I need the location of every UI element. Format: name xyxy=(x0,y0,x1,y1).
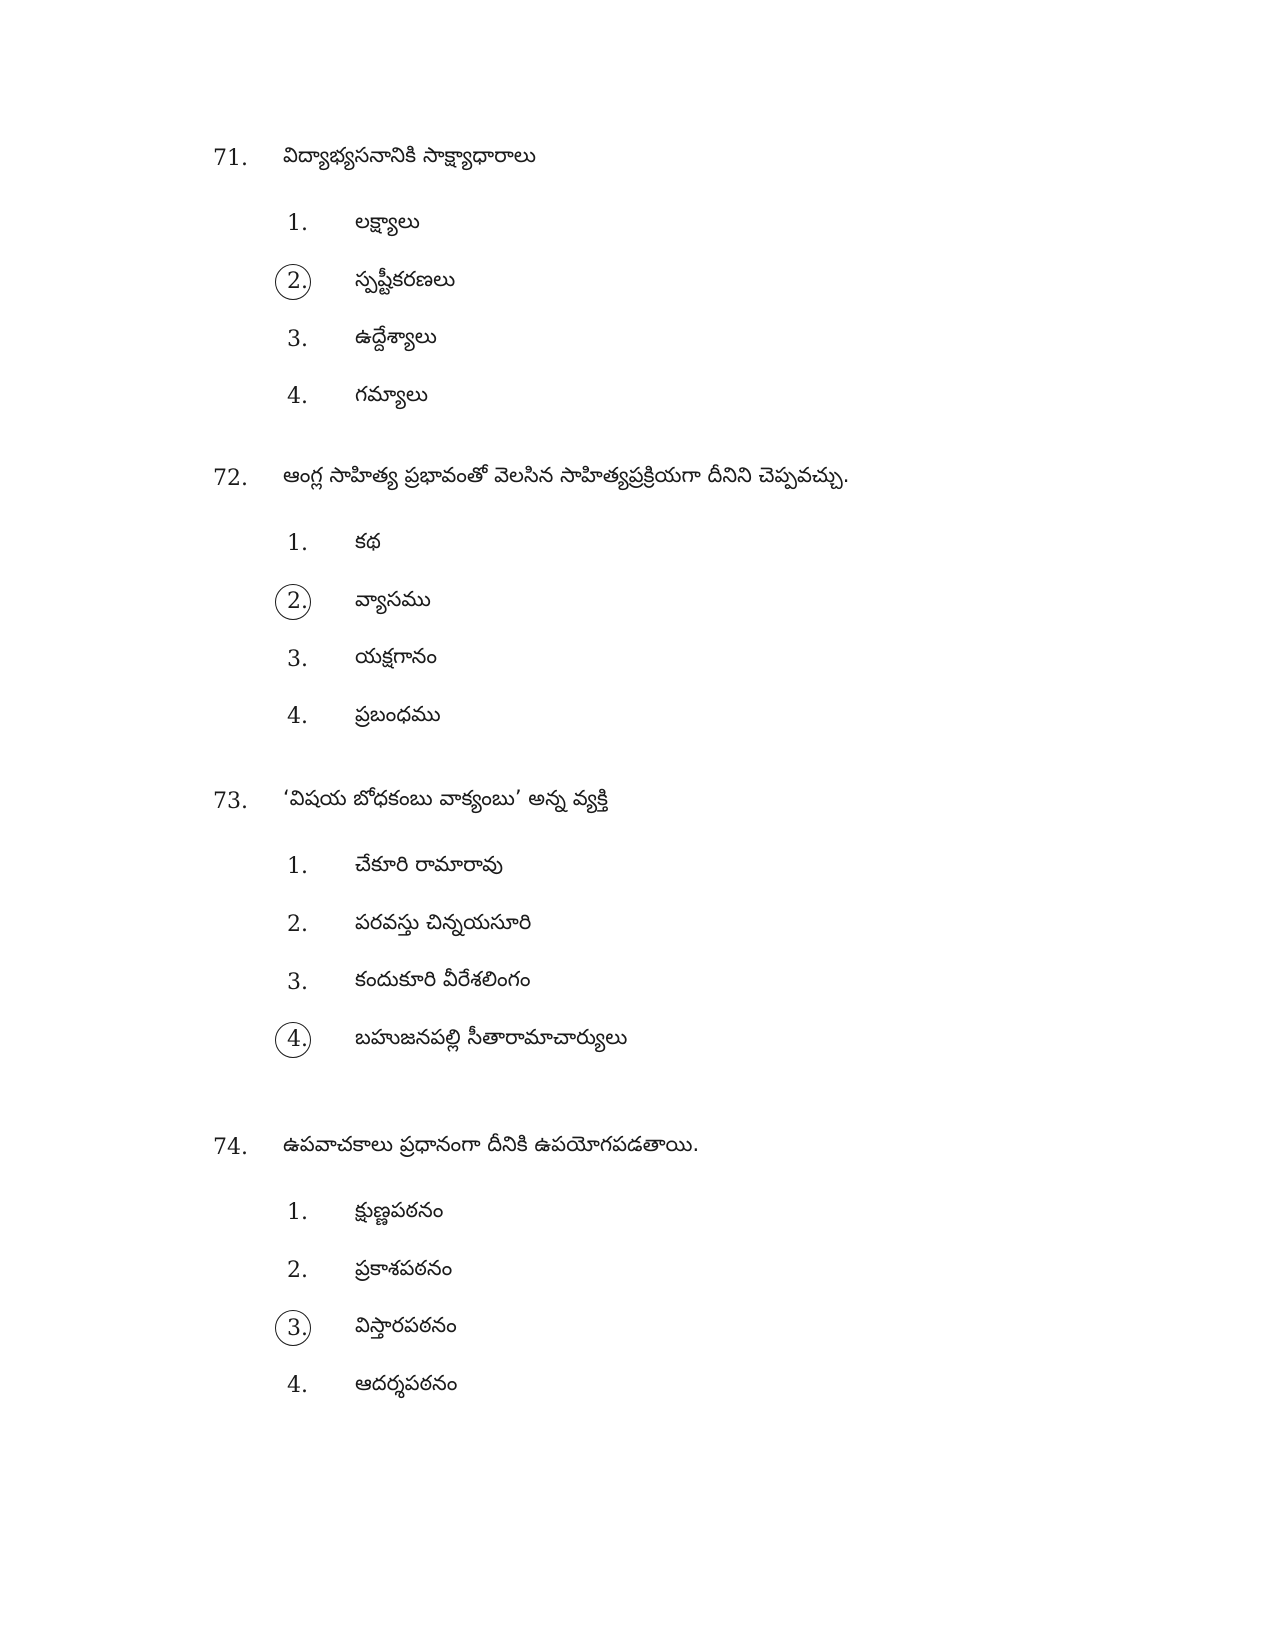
question-number: 72. xyxy=(213,465,248,491)
question-number: 71. xyxy=(213,145,248,171)
option-text: బహుజనపల్లి సీతారామాచార్యులు xyxy=(355,1024,628,1049)
option-text: చేకూరి రామారావు xyxy=(355,851,504,876)
option xyxy=(213,1184,1213,1242)
option xyxy=(213,838,1213,896)
option xyxy=(213,630,1213,688)
option-text: పరవస్తు చిన్నయసూరి xyxy=(355,909,532,934)
option-circled xyxy=(213,253,1213,311)
option-number-circled: 3. xyxy=(287,1316,355,1341)
question-text: ‘విషయ బోధకంబు వాక్యంబు’ అన్న వ్యక్తి xyxy=(283,786,609,810)
option-number-circled: 4. xyxy=(287,1027,355,1052)
option-text: ఆదర్శపఠనం xyxy=(355,1370,458,1395)
option-number: 4. xyxy=(287,1373,308,1399)
option-circled xyxy=(213,573,1213,631)
option xyxy=(213,896,1213,954)
option-text: లక్ష్యాలు xyxy=(355,208,420,233)
question-71 xyxy=(213,138,1213,426)
option-number: 1. xyxy=(287,531,308,557)
option-text: ప్రకాశపఠనం xyxy=(355,1255,453,1280)
question-number: 73. xyxy=(213,788,248,814)
question-74 xyxy=(213,1127,1213,1415)
option xyxy=(213,310,1213,368)
option-text: కథ xyxy=(355,528,381,553)
option-circled xyxy=(213,1299,1213,1357)
question-73 xyxy=(213,781,1213,1069)
option-number: 3. xyxy=(287,969,308,995)
option xyxy=(213,1357,1213,1415)
option-text: ప్రబంధము xyxy=(355,701,441,726)
option-text: వ్యాసము xyxy=(355,586,431,611)
option xyxy=(213,1242,1213,1300)
option-number: 2. xyxy=(287,1258,308,1284)
option-number-circled: 2. xyxy=(287,589,355,614)
option-number-circled: 2. xyxy=(287,269,355,294)
option-number: 4. xyxy=(287,384,308,410)
option-number: 4. xyxy=(287,704,308,730)
option xyxy=(213,368,1213,426)
option-text: ఉద్దేశ్యాలు xyxy=(355,324,437,349)
option xyxy=(213,515,1213,573)
question-text: ఉపవాచకాలు ప్రధానంగా దీనికి ఉపయోగపడతాయి. xyxy=(283,1132,700,1156)
option-text: గమ్యాలు xyxy=(355,381,428,406)
question-text: ఆంగ్ల సాహిత్య ప్రభావంతో వెలసిన సాహిత్యప్రక్రియగా దీనిని చెప్పవచ్చు. xyxy=(283,463,850,487)
question-number: 74. xyxy=(213,1134,248,1160)
option-text: క్షుణ్ణపఠనం xyxy=(355,1197,444,1222)
option-text: యక్షగానం xyxy=(355,644,438,669)
option-number: 3. xyxy=(287,326,308,352)
option-text: విస్తారపఠనం xyxy=(355,1313,457,1338)
option-circled xyxy=(213,1011,1213,1069)
option-text: కందుకూరి వీరేశలింగం xyxy=(355,967,531,992)
option xyxy=(213,688,1213,746)
option-number: 3. xyxy=(287,646,308,672)
option xyxy=(213,953,1213,1011)
option-number: 1. xyxy=(287,1200,308,1226)
question-text: విద్యాభ్యసనానికి సాక్ష్యాధారాలు xyxy=(283,143,536,167)
option-text: స్పష్టీకరణలు xyxy=(355,266,456,291)
question-72 xyxy=(213,458,1213,746)
option-number: 1. xyxy=(287,211,308,237)
option-number: 2. xyxy=(287,912,308,938)
option xyxy=(213,195,1213,253)
option-number: 1. xyxy=(287,854,308,880)
